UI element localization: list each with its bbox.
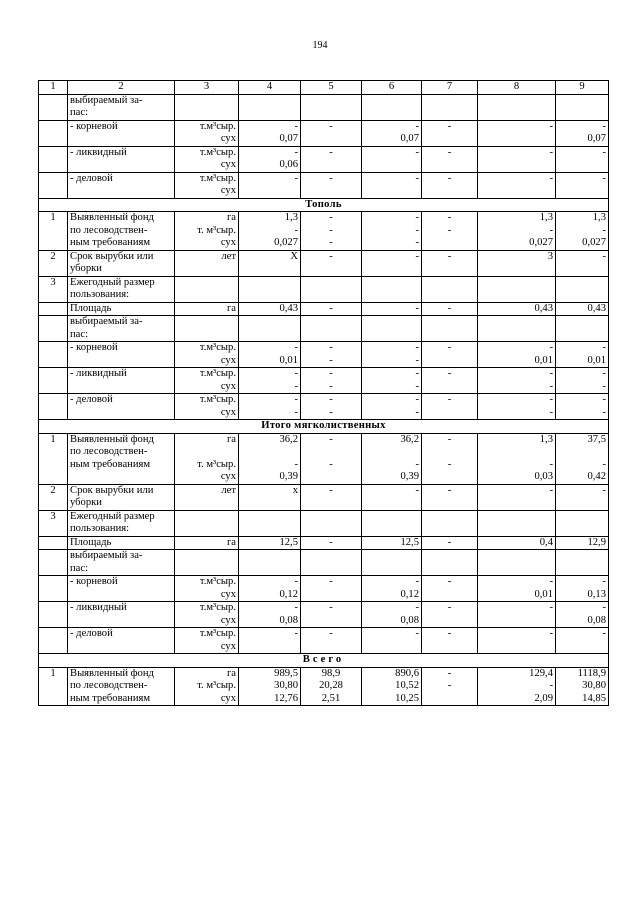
value-cell: - - - xyxy=(362,212,422,251)
table-row xyxy=(39,433,609,484)
value-cell: - - xyxy=(556,394,609,420)
value-cell: - 0,13 xyxy=(556,576,609,602)
value-cell xyxy=(301,276,362,302)
table-row xyxy=(39,342,609,368)
unit-cell: га т. м³сыр. сух xyxy=(175,667,239,706)
value-cell: - xyxy=(478,602,556,628)
value-cell xyxy=(556,276,609,302)
value-cell xyxy=(362,510,422,536)
value-cell xyxy=(478,316,556,342)
value-cell: - - xyxy=(239,368,301,394)
unit-cell xyxy=(175,276,239,302)
table-row xyxy=(39,302,609,316)
row-number-cell xyxy=(39,550,68,576)
table-row xyxy=(39,212,609,251)
header-cell: 8 xyxy=(478,81,556,95)
indicator-cell: Срок вырубки или уборки xyxy=(68,484,175,510)
value-cell: 1118,9 30,80 14,85 xyxy=(556,667,609,706)
value-cell: - xyxy=(422,172,478,198)
value-cell: 1,3 - 0,027 xyxy=(556,212,609,251)
indicator-cell: - ликвидный xyxy=(68,146,175,172)
value-cell: - xyxy=(301,120,362,146)
indicator-cell: Выявленный фонд по лесоводствен- ным требованиям xyxy=(68,433,175,484)
row-number-cell xyxy=(39,576,68,602)
table-row xyxy=(39,576,609,602)
indicator-cell: - ликвидный xyxy=(68,602,175,628)
value-cell: 989,5 30,80 12,76 xyxy=(239,667,301,706)
value-cell: - xyxy=(478,628,556,654)
value-cell: - - xyxy=(362,368,422,394)
value-cell xyxy=(301,94,362,120)
indicator-cell: - корневой xyxy=(68,342,175,368)
indicator-cell: Срок вырубки или уборки xyxy=(68,250,175,276)
value-cell: - 0,01 xyxy=(478,342,556,368)
value-cell: - - xyxy=(422,433,478,484)
value-cell: - xyxy=(478,172,556,198)
indicator-cell: - корневой xyxy=(68,120,175,146)
value-cell: 890,6 10,52 10,25 xyxy=(362,667,422,706)
indicator-cell: - корневой xyxy=(68,576,175,602)
indicator-cell: - ликвидный xyxy=(68,368,175,394)
table-row xyxy=(39,628,609,654)
value-cell xyxy=(301,510,362,536)
indicator-cell: - деловой xyxy=(68,394,175,420)
value-cell: - xyxy=(422,368,478,394)
row-number-cell: 3 xyxy=(39,276,68,302)
table-row xyxy=(39,94,609,120)
value-cell: - 0,08 xyxy=(556,602,609,628)
value-cell xyxy=(362,316,422,342)
value-cell: 98,9 20,28 2,51 xyxy=(301,667,362,706)
value-cell xyxy=(556,550,609,576)
value-cell: - - xyxy=(478,368,556,394)
table-row xyxy=(39,368,609,394)
value-cell xyxy=(301,550,362,576)
unit-cell: т.м³сыр. сух xyxy=(175,628,239,654)
value-cell: - - xyxy=(301,368,362,394)
value-cell: - xyxy=(478,484,556,510)
value-cell: - xyxy=(301,628,362,654)
value-cell: - 0,07 xyxy=(556,120,609,146)
value-cell: - xyxy=(478,146,556,172)
value-cell: - 0,08 xyxy=(362,602,422,628)
value-cell: - xyxy=(556,172,609,198)
value-cell: - - xyxy=(362,342,422,368)
value-cell: - xyxy=(301,146,362,172)
value-cell: - 0,07 xyxy=(362,120,422,146)
value-cell: - xyxy=(422,250,478,276)
value-cell: х xyxy=(239,484,301,510)
value-cell xyxy=(239,550,301,576)
indicator-cell: - деловой xyxy=(68,628,175,654)
value-cell: 1,3 - 0,027 xyxy=(478,212,556,251)
value-cell: 12,5 xyxy=(362,536,422,550)
value-cell: - 0,01 xyxy=(478,576,556,602)
value-cell: - - - xyxy=(301,212,362,251)
unit-cell: т.м³сыр. сух xyxy=(175,172,239,198)
value-cell: - - xyxy=(478,394,556,420)
header-cell: 7 xyxy=(422,81,478,95)
value-cell xyxy=(556,316,609,342)
value-cell: - xyxy=(362,484,422,510)
unit-cell: т.м³сыр. сух xyxy=(175,394,239,420)
section-title: Итого мягколиственных xyxy=(39,420,609,434)
value-cell xyxy=(478,510,556,536)
value-cell: - - xyxy=(301,394,362,420)
value-cell xyxy=(422,316,478,342)
header-cell: 6 xyxy=(362,81,422,95)
row-number-cell xyxy=(39,394,68,420)
value-cell xyxy=(478,276,556,302)
value-cell: 1,3 - 0,03 xyxy=(478,433,556,484)
value-cell: Х xyxy=(239,250,301,276)
value-cell: 12,5 xyxy=(239,536,301,550)
row-number-cell xyxy=(39,302,68,316)
value-cell: - xyxy=(556,484,609,510)
row-number-cell: 2 xyxy=(39,250,68,276)
value-cell xyxy=(239,276,301,302)
header-cell: 4 xyxy=(239,81,301,95)
value-cell: - xyxy=(422,394,478,420)
value-cell: - xyxy=(556,628,609,654)
indicator-cell: Выявленный фонд по лесоводствен- ным требованиям xyxy=(68,667,175,706)
value-cell: 36,2 - 0,39 xyxy=(239,433,301,484)
value-cell xyxy=(422,94,478,120)
indicator-cell: выбираемый за- пас: xyxy=(68,550,175,576)
table-row xyxy=(39,146,609,172)
unit-cell: т.м³сыр. сух xyxy=(175,576,239,602)
unit-cell: га xyxy=(175,536,239,550)
unit-cell: т.м³сыр. сух xyxy=(175,146,239,172)
value-cell: - xyxy=(239,172,301,198)
unit-cell xyxy=(175,510,239,536)
row-number-cell xyxy=(39,316,68,342)
unit-cell: т.м³сыр. сух xyxy=(175,368,239,394)
unit-cell: га xyxy=(175,302,239,316)
value-cell: - - xyxy=(362,394,422,420)
row-number-cell xyxy=(39,368,68,394)
value-cell: - xyxy=(556,146,609,172)
header-cell: 3 xyxy=(175,81,239,95)
value-cell: 129,4 - 2,09 xyxy=(478,667,556,706)
header-cell: 9 xyxy=(556,81,609,95)
indicator-cell: Площадь xyxy=(68,302,175,316)
page-number: 194 xyxy=(312,40,328,51)
value-cell: - xyxy=(422,576,478,602)
indicator-cell: Выявленный фонд по лесоводствен- ным требованиям xyxy=(68,212,175,251)
value-cell: - xyxy=(422,628,478,654)
value-cell xyxy=(362,550,422,576)
table-row xyxy=(39,172,609,198)
value-cell: 0,43 xyxy=(239,302,301,316)
row-number-cell xyxy=(39,172,68,198)
row-number-cell: 1 xyxy=(39,667,68,706)
value-cell: - 0,12 xyxy=(239,576,301,602)
unit-cell: га т. м³сыр. сух xyxy=(175,212,239,251)
value-cell xyxy=(301,316,362,342)
section-row xyxy=(39,198,609,212)
value-cell: - xyxy=(422,146,478,172)
table-row xyxy=(39,510,609,536)
row-number-cell xyxy=(39,146,68,172)
value-cell: - xyxy=(301,602,362,628)
value-cell: - xyxy=(422,484,478,510)
section-row xyxy=(39,420,609,434)
value-cell: - xyxy=(362,146,422,172)
value-cell: - xyxy=(422,602,478,628)
row-number-cell: 2 xyxy=(39,484,68,510)
section-row xyxy=(39,654,609,668)
value-cell xyxy=(362,276,422,302)
value-cell: - - xyxy=(422,667,478,706)
value-cell: - - xyxy=(239,394,301,420)
table-row xyxy=(39,484,609,510)
indicator-cell: выбираемый за- пас: xyxy=(68,316,175,342)
indicator-cell: Ежегодный размер пользования: xyxy=(68,276,175,302)
value-cell: 0,43 xyxy=(556,302,609,316)
value-cell xyxy=(478,94,556,120)
row-number-cell: 1 xyxy=(39,212,68,251)
value-cell: 3 xyxy=(478,250,556,276)
indicator-cell: выбираемый за- пас: xyxy=(68,94,175,120)
unit-cell: т.м³сыр. сух xyxy=(175,602,239,628)
value-cell xyxy=(478,550,556,576)
table-row xyxy=(39,602,609,628)
unit-cell: т.м³сыр. сух xyxy=(175,342,239,368)
value-cell: - 0,08 xyxy=(239,602,301,628)
table-row xyxy=(39,667,609,706)
table-row xyxy=(39,276,609,302)
indicator-cell: - деловой xyxy=(68,172,175,198)
header-cell: 5 xyxy=(301,81,362,95)
value-cell xyxy=(556,94,609,120)
value-cell xyxy=(239,510,301,536)
value-cell: - xyxy=(239,628,301,654)
row-number-cell xyxy=(39,94,68,120)
unit-cell xyxy=(175,550,239,576)
value-cell: - xyxy=(362,302,422,316)
table-row xyxy=(39,250,609,276)
row-number-cell xyxy=(39,342,68,368)
value-cell xyxy=(422,550,478,576)
unit-cell xyxy=(175,94,239,120)
value-cell: - - xyxy=(301,342,362,368)
value-cell: 36,2 - 0,39 xyxy=(362,433,422,484)
value-cell: - xyxy=(301,576,362,602)
value-cell: - - xyxy=(301,433,362,484)
value-cell: - xyxy=(301,250,362,276)
value-cell xyxy=(239,94,301,120)
value-cell: - xyxy=(422,342,478,368)
value-cell: - xyxy=(301,302,362,316)
row-number-cell: 3 xyxy=(39,510,68,536)
unit-cell xyxy=(175,316,239,342)
unit-cell: т.м³сыр. сух xyxy=(175,120,239,146)
value-cell xyxy=(239,316,301,342)
value-cell: - xyxy=(422,120,478,146)
row-number-cell xyxy=(39,120,68,146)
value-cell: - xyxy=(362,250,422,276)
table-row xyxy=(39,536,609,550)
value-cell: - 0,01 xyxy=(556,342,609,368)
table-row xyxy=(39,550,609,576)
value-cell: - 0,12 xyxy=(362,576,422,602)
header-cell: 2 xyxy=(68,81,175,95)
row-number-cell xyxy=(39,628,68,654)
section-title: Тополь xyxy=(39,198,609,212)
value-cell: - 0,06 xyxy=(239,146,301,172)
value-cell: - 0,07 xyxy=(239,120,301,146)
value-cell: - xyxy=(556,250,609,276)
row-number-cell xyxy=(39,602,68,628)
row-number-cell: 1 xyxy=(39,433,68,484)
table-row xyxy=(39,316,609,342)
data-table xyxy=(38,80,609,706)
indicator-cell: Площадь xyxy=(68,536,175,550)
value-cell: 0,4 xyxy=(478,536,556,550)
value-cell: - xyxy=(422,302,478,316)
header-row xyxy=(39,81,609,95)
table-row xyxy=(39,120,609,146)
row-number-cell xyxy=(39,536,68,550)
value-cell: - - xyxy=(556,368,609,394)
value-cell: 12,9 xyxy=(556,536,609,550)
value-cell: - xyxy=(301,172,362,198)
value-cell: 1,3 - 0,027 xyxy=(239,212,301,251)
unit-cell: лет xyxy=(175,250,239,276)
value-cell: 37,5 - 0,42 xyxy=(556,433,609,484)
unit-cell: лет xyxy=(175,484,239,510)
value-cell xyxy=(422,276,478,302)
value-cell: - xyxy=(362,628,422,654)
value-cell: - xyxy=(478,120,556,146)
indicator-cell: Ежегодный размер пользования: xyxy=(68,510,175,536)
unit-cell: га т. м³сыр. сух xyxy=(175,433,239,484)
value-cell xyxy=(362,94,422,120)
value-cell: - xyxy=(362,172,422,198)
value-cell xyxy=(556,510,609,536)
value-cell: - xyxy=(301,484,362,510)
header-cell: 1 xyxy=(39,81,68,95)
section-title: Всего xyxy=(39,654,609,668)
value-cell: - xyxy=(422,536,478,550)
value-cell xyxy=(422,510,478,536)
value-cell: 0,43 xyxy=(478,302,556,316)
value-cell: - 0,01 xyxy=(239,342,301,368)
table-row xyxy=(39,394,609,420)
value-cell: - xyxy=(301,536,362,550)
value-cell: - - xyxy=(422,212,478,251)
